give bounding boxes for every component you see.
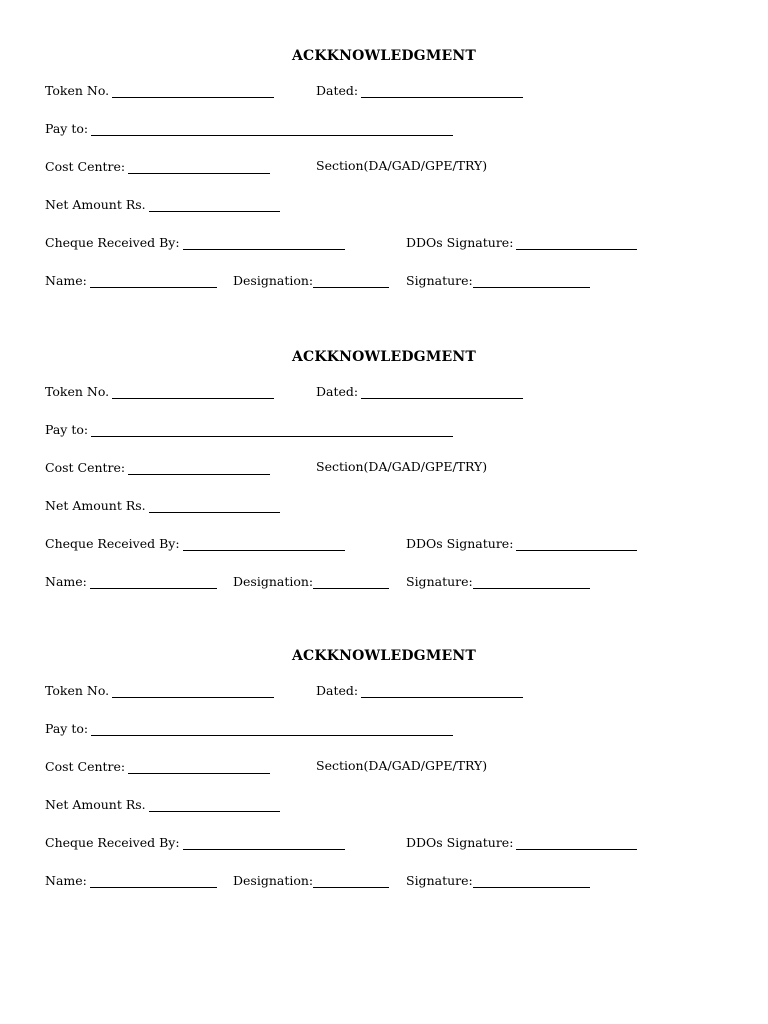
cheque-received-input-line[interactable] [183, 837, 345, 850]
net-amount-label: Net Amount Rs. [45, 498, 146, 513]
net-amount-field [45, 796, 280, 812]
signature-label: Signature: [406, 273, 473, 288]
section-label: Section(DA/GAD/GPE/TRY) [316, 459, 488, 474]
token-label: Token No. [45, 83, 110, 98]
designation-label: Designation: [233, 873, 314, 888]
pay-to-field [45, 720, 453, 736]
pay-to-label: Pay to: [45, 721, 89, 736]
ddos-signature-field [406, 535, 637, 551]
designation-input-line[interactable] [313, 576, 389, 589]
cheque-received-field [45, 234, 345, 250]
cost-centre-label: Cost Centre: [45, 759, 126, 774]
signature-label: Signature: [406, 873, 473, 888]
token-field [45, 383, 274, 399]
signature-label: Signature: [406, 574, 473, 589]
pay-to-label: Pay to: [45, 422, 89, 437]
ddos-signature-label: DDOs Signature: [406, 835, 514, 850]
ddos-signature-field [406, 234, 637, 250]
pay-to-field [45, 120, 453, 136]
cheque-received-label: Cheque Received By: [45, 235, 180, 250]
signature-field [406, 573, 590, 589]
ddos-signature-input-line[interactable] [516, 237, 637, 250]
pay-to-input-line[interactable] [91, 723, 453, 736]
token-label: Token No. [45, 384, 110, 399]
signature-field [406, 272, 590, 288]
designation-input-line[interactable] [313, 275, 389, 288]
designation-input-line[interactable] [313, 875, 389, 888]
dated-field [316, 82, 523, 98]
ddos-signature-label: DDOs Signature: [406, 235, 514, 250]
designation-field [233, 872, 389, 888]
dated-label: Dated: [316, 683, 359, 698]
cost-centre-input-line[interactable] [128, 161, 270, 174]
pay-to-label: Pay to: [45, 121, 89, 136]
pay-to-input-line[interactable] [91, 123, 453, 136]
name-field [45, 573, 217, 589]
signature-input-line[interactable] [473, 576, 590, 589]
designation-label: Designation: [233, 273, 314, 288]
token-input-line[interactable] [112, 85, 274, 98]
cost-centre-input-line[interactable] [128, 761, 270, 774]
designation-field [233, 573, 389, 589]
net-amount-field [45, 497, 280, 513]
signature-input-line[interactable] [473, 875, 590, 888]
cost-centre-field [45, 158, 270, 174]
dated-input-line[interactable] [361, 685, 523, 698]
form-title: ACKKNOWLEDGMENT [291, 648, 477, 664]
section-label: Section(DA/GAD/GPE/TRY) [316, 758, 488, 773]
name-label: Name: [45, 873, 87, 888]
net-amount-input-line[interactable] [149, 500, 280, 513]
dated-input-line[interactable] [361, 85, 523, 98]
pay-to-input-line[interactable] [91, 424, 453, 437]
pay-to-field [45, 421, 453, 437]
net-amount-field [45, 196, 280, 212]
cost-centre-label: Cost Centre: [45, 159, 126, 174]
acknowledgment-form [0, 648, 768, 908]
ddos-signature-input-line[interactable] [516, 837, 637, 850]
dated-input-line[interactable] [361, 386, 523, 399]
name-field [45, 272, 217, 288]
designation-label: Designation: [233, 574, 314, 589]
ddos-signature-input-line[interactable] [516, 538, 637, 551]
name-label: Name: [45, 574, 87, 589]
dated-label: Dated: [316, 83, 359, 98]
net-amount-input-line[interactable] [149, 199, 280, 212]
dated-field [316, 383, 523, 399]
cost-centre-field [45, 459, 270, 475]
section-field [316, 158, 487, 173]
section-field [316, 459, 487, 474]
cost-centre-field [45, 758, 270, 774]
signature-field [406, 872, 590, 888]
cheque-received-field [45, 834, 345, 850]
token-field [45, 82, 274, 98]
token-field [45, 682, 274, 698]
cost-centre-input-line[interactable] [128, 462, 270, 475]
cheque-received-label: Cheque Received By: [45, 835, 180, 850]
dated-field [316, 682, 523, 698]
section-label: Section(DA/GAD/GPE/TRY) [316, 158, 488, 173]
ddos-signature-label: DDOs Signature: [406, 536, 514, 551]
cheque-received-field [45, 535, 345, 551]
cheque-received-input-line[interactable] [183, 538, 345, 551]
acknowledgment-form [0, 48, 768, 308]
cost-centre-label: Cost Centre: [45, 460, 126, 475]
dated-label: Dated: [316, 384, 359, 399]
name-label: Name: [45, 273, 87, 288]
net-amount-input-line[interactable] [149, 799, 280, 812]
net-amount-label: Net Amount Rs. [45, 197, 146, 212]
form-title: ACKKNOWLEDGMENT [291, 349, 477, 365]
section-field [316, 758, 487, 773]
ddos-signature-field [406, 834, 637, 850]
name-input-line[interactable] [90, 875, 217, 888]
acknowledgment-form [0, 349, 768, 609]
signature-input-line[interactable] [473, 275, 590, 288]
cheque-received-input-line[interactable] [183, 237, 345, 250]
net-amount-label: Net Amount Rs. [45, 797, 146, 812]
name-input-line[interactable] [90, 576, 217, 589]
cheque-received-label: Cheque Received By: [45, 536, 180, 551]
name-field [45, 872, 217, 888]
form-title: ACKKNOWLEDGMENT [291, 48, 477, 64]
token-label: Token No. [45, 683, 110, 698]
token-input-line[interactable] [112, 685, 274, 698]
token-input-line[interactable] [112, 386, 274, 399]
designation-field [233, 272, 389, 288]
name-input-line[interactable] [90, 275, 217, 288]
